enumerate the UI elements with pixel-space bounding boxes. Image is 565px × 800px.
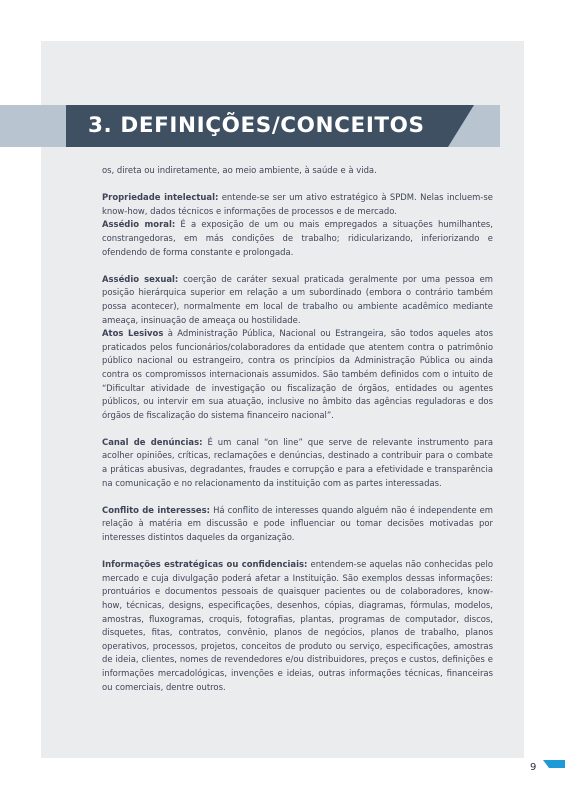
definition-text: entende-se ser um ativo estratégico à SPDM. Nelas incluem-se know-how, dados técnicos e informações de processos e de mercado. bbox=[102, 192, 493, 216]
definitions-body bbox=[102, 164, 493, 694]
section-title: 3. DEFINIÇÕES/CONCEITOS bbox=[88, 113, 425, 138]
definition-term: Propriedade intelectual: bbox=[102, 192, 219, 203]
definition-term: Canal de denúncias: bbox=[102, 436, 203, 447]
definition-assedio-sexual bbox=[102, 273, 493, 327]
page-number: 9 bbox=[530, 762, 537, 773]
definition-text: entendem-se aquelas não conhecidas pelo mercado e cuja divulgação poderá afetar a Instituição. São exemplos dessas informações: prontuários e documentos pessoais de quaisquer pacientes ou de colaboradores, know-how, técnicas, designs, especificações, desenhos, cópias, diagramas, fórmulas, modelos, amostras, fluxogramas, croquis, fotografias, plantas, programas de computador, discos, disquetes, fitas, contratos, convênio, planos de negócios, planos de trabalho, planos operativos, processos, projetos, conceitos de produto ou serviço, especificações, amostras de ideia, clientes, nomes de revendedores e/ou distribuidores, preços e custos, definições e informações mercadológicas, invenções e ideias, outras informações técnicas, financeiras ou comerciais, dentre outros. bbox=[102, 559, 493, 692]
definition-term: Assédio sexual: bbox=[102, 273, 179, 284]
definition-propriedade-intelectual bbox=[102, 191, 493, 218]
definition-assedio-moral bbox=[102, 218, 493, 259]
paragraph-intro: os, direta ou indiretamente, ao meio ambiente, à saúde e à vida. bbox=[102, 165, 377, 175]
definition-text: É a exposição de um ou mais empregados a situações humilhantes, constrangedoras, em más condições de trabalho; ridicularizando, inferiorizando e ofendendo de forma constante e prolongada. bbox=[102, 219, 493, 257]
corner-accent-icon bbox=[543, 760, 565, 768]
definition-term: Conflito de interesses: bbox=[102, 504, 211, 515]
definition-term: Assédio moral: bbox=[102, 219, 176, 230]
definition-term: Atos Lesivos bbox=[102, 328, 164, 339]
definition-conflito-de-interesses bbox=[102, 504, 493, 545]
definition-text: coerção de caráter sexual praticada geralmente por uma pessoa em posição hierárquica superior em relação a um subordinado (embora o contrário também possa acontecer), normalmente em local de trabalho ou ambiente acadêmico mediante ameaça, insinuação de ameaça ou hostilidade. bbox=[102, 273, 493, 325]
definition-canal-de-denuncias bbox=[102, 436, 493, 490]
definition-informacoes-estrategicas bbox=[102, 558, 493, 694]
definition-text: à Administração Pública, Nacional ou Estrangeira, são todos aqueles atos praticados pelos funcionários/colaboradores da entidade que atentem contra o patrimônio público nacional ou estrangeiro, contra os princípios da Administração Pública ou ainda contra os compromissos internacionais assumidos. São também definidos com o intuito de “Dificultar atividade de investigação ou fiscalização de órgãos, entidades ou agentes públicos, ou intervir em sua atuação, inclusive no âmbito das agências reguladoras e dos órgãos de fiscalização do sistema financeiro nacional”. bbox=[102, 328, 493, 420]
definition-text: É um canal “on line” que serve de relevante instrumento para acolher opiniões, críticas, reclamações e denúncias, destinado a contribuir para o combate a práticas abusivas, degradantes, fraudes e corrupção e para a efetividade e transparência na comunicação e no relacionamento da instituição com as partes interessadas. bbox=[102, 436, 493, 488]
definition-atos-lesivos bbox=[102, 327, 493, 422]
definition-text: Há conflito de interesses quando alguém não é independente em relação à matéria em discussão e pode influenciar ou tomar decisões motivadas por interesses distintos daqueles da organização. bbox=[102, 504, 493, 543]
definition-term: Informações estratégicas ou confidenciais: bbox=[102, 559, 308, 570]
